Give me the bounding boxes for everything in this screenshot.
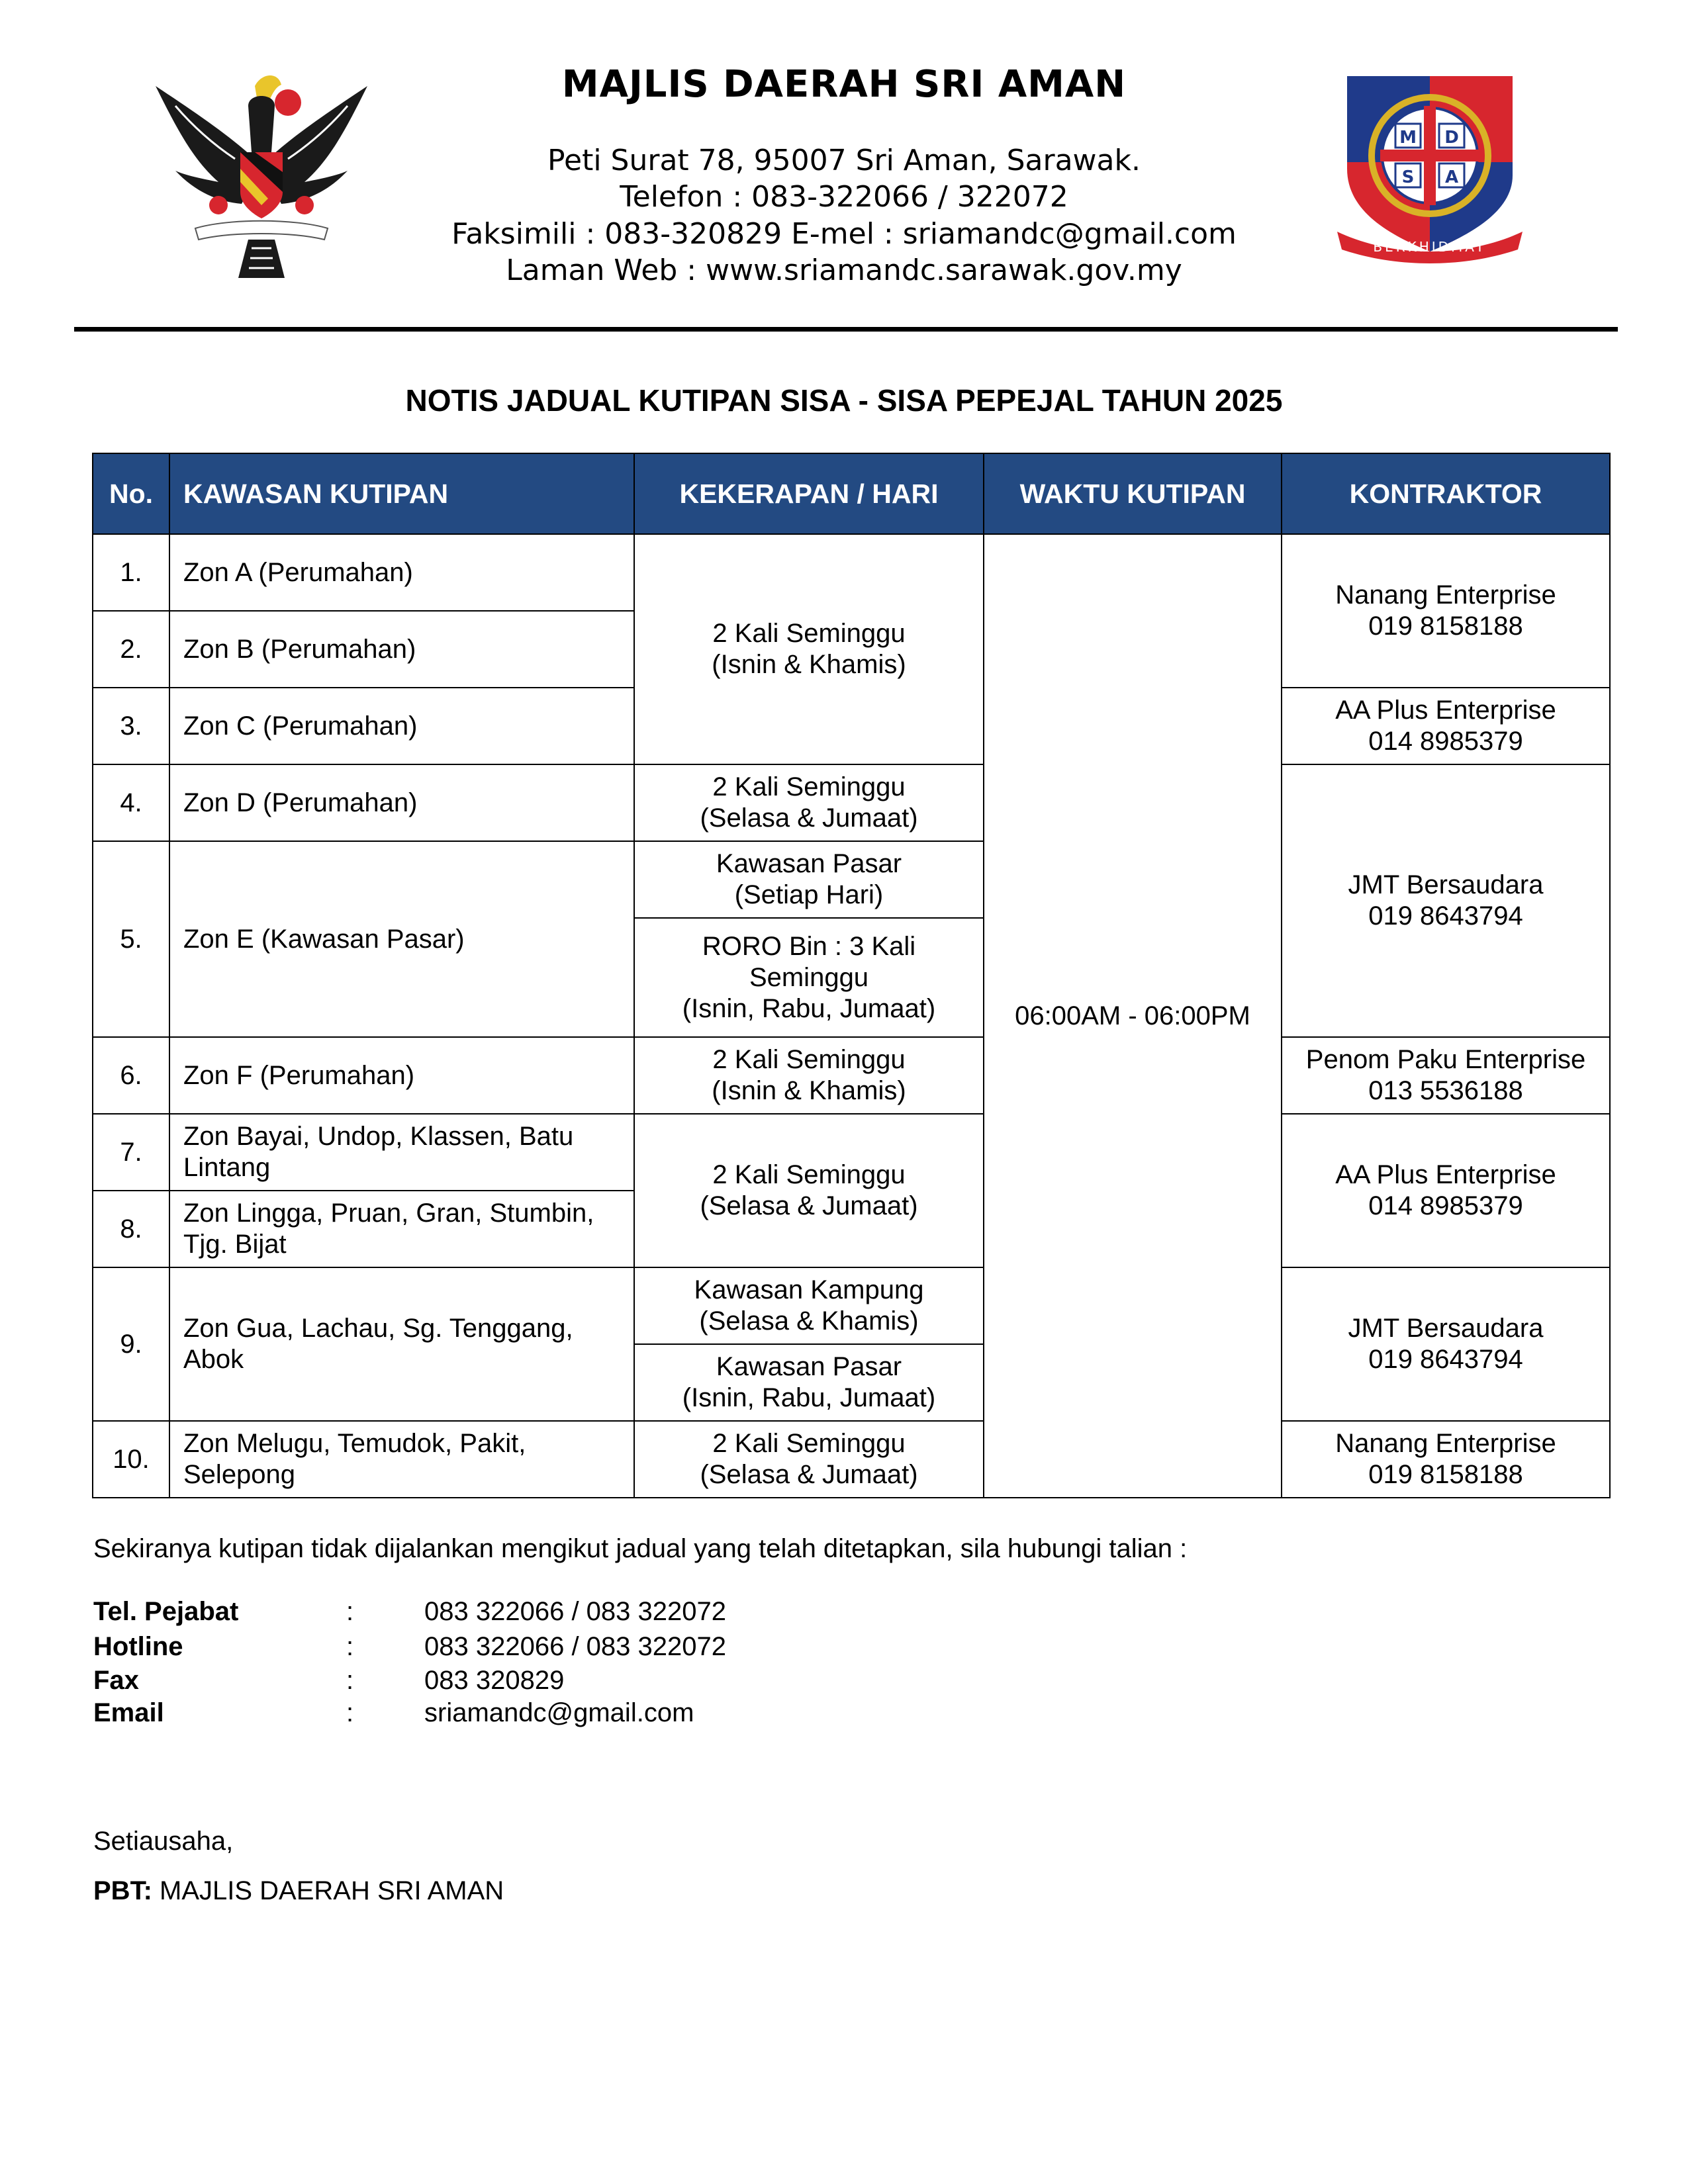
- header-no: No.: [93, 453, 169, 534]
- notice-title: NOTIS JADUAL KUTIPAN SISA - SISA PEPEJAL TAHUN 2025: [405, 383, 1283, 418]
- row-number: 8.: [93, 1191, 169, 1267]
- frequency-cell: [634, 1037, 984, 1114]
- frequency-cell: [634, 764, 984, 841]
- frequency-line: Kawasan Pasar: [716, 849, 902, 878]
- row-number: 3.: [93, 688, 169, 764]
- fax-email-line: Faksimili : 083-320829 E-mel : sriamandc@gmail.com: [451, 217, 1237, 251]
- collection-area: Zon C (Perumahan): [169, 688, 634, 764]
- collection-time: 06:00AM - 06:00PM: [984, 534, 1282, 1498]
- contractor-cell: [1282, 764, 1610, 1037]
- contact-separator: :: [346, 1597, 354, 1626]
- collection-area: Zon E (Kawasan Pasar): [169, 841, 634, 1037]
- row-number: 2.: [93, 611, 169, 688]
- row-number: 5.: [93, 841, 169, 1037]
- collection-schedule-table: [92, 453, 1611, 1498]
- header-divider: [74, 327, 1618, 332]
- frequency-line: 2 Kali Seminggu: [712, 1429, 906, 1458]
- contact-value: 083 322066 / 083 322072: [424, 1597, 726, 1626]
- table-row: [93, 764, 1610, 841]
- frequency-days: (Selasa & Jumaat): [700, 1191, 918, 1220]
- frequency-days: (Isnin, Rabu, Jumaat): [682, 1383, 936, 1412]
- row-number: 9.: [93, 1267, 169, 1421]
- table-row: [93, 1114, 1610, 1191]
- frequency-cell: [634, 1344, 984, 1421]
- frequency-cell: [634, 1421, 984, 1498]
- frequency-line: Kawasan Pasar: [716, 1352, 902, 1381]
- frequency-days: (Isnin & Khamis): [712, 1076, 906, 1105]
- contractor-phone: 019 8158188: [1368, 612, 1523, 641]
- frequency-days: (Selasa & Jumaat): [700, 803, 918, 833]
- contractor-cell: [1282, 1421, 1610, 1498]
- contractor-cell: [1282, 1037, 1610, 1114]
- header-contractor: KONTRAKTOR: [1282, 453, 1610, 534]
- frequency-days: (Setiap Hari): [734, 880, 884, 909]
- frequency-line: 2 Kali Seminggu: [712, 1045, 906, 1074]
- mdsa-letter-m: M: [1399, 128, 1417, 148]
- collection-area: Zon Lingga, Pruan, Gran, Stumbin, Tjg. Bijat: [169, 1191, 634, 1267]
- contractor-phone: 013 5536188: [1368, 1076, 1523, 1105]
- mdsa-banner-text: BERKHIDMAT: [1373, 239, 1487, 255]
- contractor-name: JMT Bersaudara: [1348, 870, 1544, 899]
- collection-area: Zon F (Perumahan): [169, 1037, 634, 1114]
- contractor-phone: 019 8643794: [1368, 1345, 1523, 1374]
- table-row: [93, 534, 1610, 611]
- contact-label: Fax: [93, 1666, 139, 1695]
- contact-separator: :: [346, 1632, 354, 1661]
- org-name: MAJLIS DAERAH SRI AMAN: [561, 63, 1127, 106]
- header-area: KAWASAN KUTIPAN: [169, 453, 634, 534]
- contractor-cell: [1282, 1267, 1610, 1421]
- frequency-days: (Selasa & Khamis): [699, 1306, 919, 1336]
- mdsa-letter-a: A: [1444, 167, 1459, 187]
- contact-label: Hotline: [93, 1632, 183, 1661]
- contractor-phone: 014 8985379: [1368, 727, 1523, 756]
- contractor-name: Penom Paku Enterprise: [1305, 1045, 1586, 1074]
- contractor-phone: 019 8643794: [1368, 901, 1523, 931]
- header-frequency: KEKERAPAN / HARI: [634, 453, 984, 534]
- frequency-line: Kawasan Kampung: [694, 1275, 924, 1304]
- table-header-row: [93, 453, 1610, 534]
- frequency-cell: [634, 841, 984, 918]
- footer-note: Sekiranya kutipan tidak dijalankan mengikut jadual yang telah ditetapkan, sila hubungi talian :: [93, 1534, 1188, 1563]
- table-row: [93, 1037, 1610, 1114]
- contact-label: Email: [93, 1698, 164, 1727]
- collection-area: Zon Bayai, Undop, Klassen, Batu Lintang: [169, 1114, 634, 1191]
- frequency-days: (Selasa & Jumaat): [700, 1460, 918, 1489]
- contact-separator: :: [346, 1698, 354, 1727]
- pbt-label: PBT:: [93, 1876, 152, 1905]
- frequency-cell: [634, 918, 984, 1037]
- collection-area: Zon Gua, Lachau, Sg. Tenggang, Abok: [169, 1267, 634, 1421]
- contact-label: Tel. Pejabat: [93, 1597, 239, 1626]
- frequency-cell: [634, 1114, 984, 1267]
- frequency-days: (Isnin & Khamis): [712, 650, 906, 679]
- row-number: 10.: [93, 1421, 169, 1498]
- contact-value: 083 320829: [424, 1666, 565, 1695]
- contractor-name: AA Plus Enterprise: [1335, 696, 1556, 725]
- contact-value: sriamandc@gmail.com: [424, 1698, 694, 1727]
- closing-text: Setiausaha,: [93, 1827, 234, 1856]
- row-number: 7.: [93, 1114, 169, 1191]
- contact-separator: :: [346, 1666, 354, 1695]
- contractor-name: Nanang Enterprise: [1335, 1429, 1556, 1458]
- row-number: 1.: [93, 534, 169, 611]
- contractor-phone: 014 8985379: [1368, 1191, 1523, 1220]
- phone-line: Telefon : 083-322066 / 322072: [620, 180, 1068, 214]
- pbt-value: MAJLIS DAERAH SRI AMAN: [160, 1876, 504, 1905]
- collection-area: Zon B (Perumahan): [169, 611, 634, 688]
- frequency-line: 2 Kali Seminggu: [712, 1160, 906, 1189]
- collection-area: Zon A (Perumahan): [169, 534, 634, 611]
- website-line: Laman Web : www.sriamandc.sarawak.gov.my: [506, 253, 1182, 287]
- mdsa-letter-s: S: [1401, 167, 1415, 187]
- contractor-name: AA Plus Enterprise: [1335, 1160, 1556, 1189]
- mdsa-letter-d: D: [1444, 128, 1459, 148]
- contractor-cell: [1282, 688, 1610, 764]
- pbt-line: [93, 1876, 504, 1906]
- frequency-line: RORO Bin : 3 Kali Seminggu: [702, 931, 916, 992]
- header-time: WAKTU KUTIPAN: [984, 453, 1282, 534]
- row-number: 6.: [93, 1037, 169, 1114]
- collection-area: Zon D (Perumahan): [169, 764, 634, 841]
- address-line: Peti Surat 78, 95007 Sri Aman, Sarawak.: [547, 144, 1141, 177]
- contractor-name: JMT Bersaudara: [1348, 1314, 1544, 1343]
- contact-value: 083 322066 / 083 322072: [424, 1632, 726, 1661]
- frequency-days: (Isnin, Rabu, Jumaat): [682, 993, 936, 1023]
- collection-area: Zon Melugu, Temudok, Pakit, Selepong: [169, 1421, 634, 1498]
- contractor-phone: 019 8158188: [1368, 1460, 1523, 1489]
- contractor-cell: [1282, 1114, 1610, 1267]
- frequency-cell: [634, 534, 984, 764]
- row-number: 4.: [93, 764, 169, 841]
- contractor-name: Nanang Enterprise: [1335, 580, 1556, 610]
- frequency-line: 2 Kali Seminggu: [712, 772, 906, 801]
- frequency-cell: [634, 1267, 984, 1344]
- contractor-cell: [1282, 534, 1610, 688]
- frequency-line: 2 Kali Seminggu: [712, 619, 906, 648]
- table-row: [93, 1421, 1610, 1498]
- table-row: [93, 1267, 1610, 1344]
